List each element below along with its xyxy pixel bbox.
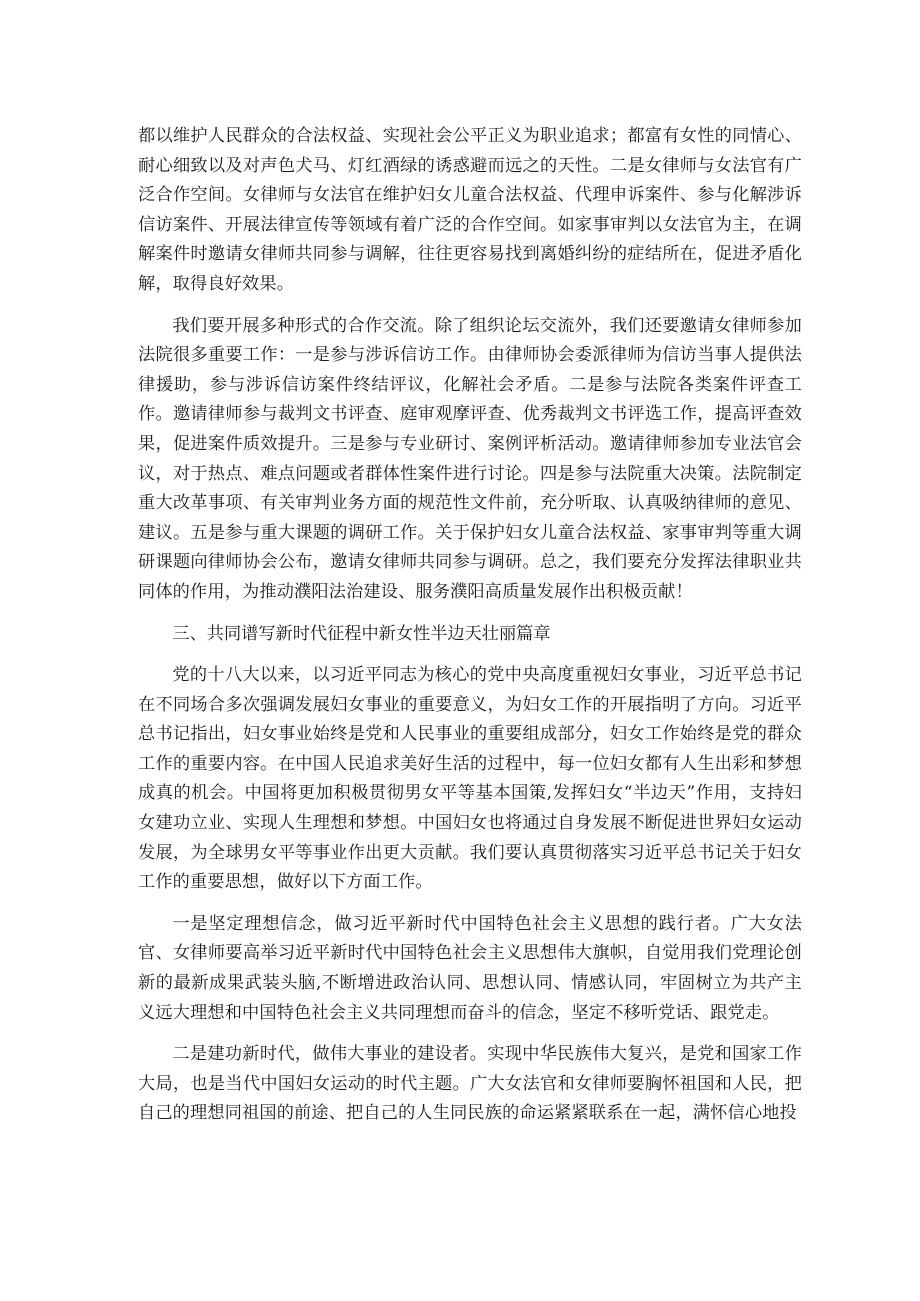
paragraph-cooperation-exchange: 我们要开展多种形式的合作交流。除了组织论坛交流外，我们还要邀请女律师参加法院很多重要工作：一是参与涉诉信访工作。由律师协会委派律师为信访当事人提供法律援助，参与涉诉信访案件终结评议，化解社会矛盾。二是参与法院各类案件评查工作。邀请律师参与裁判文书评查、庭审观摩评查、优秀裁判文书评选工作，提高评查效果，促进案件质效提升。三是参与专业研讨、案例评析活动。邀请律师参加专业法官会议，对于热点、难点问题或者群体性案件进行讨论。四是参与法院重大决策。法院制定重大改革事项、有关审判业务方面的规范性文件前，充分听取、认真吸纳律师的意见、建议。五是参与重大课题的调研工作。关于保护妇女儿童合法权益、家事审判等重大调研课题向律师协会公布，邀请女律师共同参与调研。总之，我们要充分发挥法律职业共同体的作用，为推动濮阳法治建设、服务濮阳高质量发展作出积极贡献！: [138, 315, 802, 602]
section-heading: 三、共同谱写新时代征程中新女性半边天壮丽篇章: [172, 623, 551, 644]
paragraph-new-era-builders: 二是建功新时代，做伟大事业的建设者。实现中华民族伟大复兴，是党和国家工作大局，也是当代中国妇女运动的时代主题。广大女法官和女律师要胸怀祖国和人民，把自己的理想同祖国的前途、把自己的人生同民族的命运紧紧联系在一起，满怀信心地投: [138, 1044, 802, 1124]
paragraph-ideals-belief: 一是坚定理想信念，做习近平新时代中国特色社会主义思想的践行者。广大女法官、女律师要高举习近平新时代中国特色社会主义思想伟大旗帜，自觉用我们党理论创新的最新成果武装头脑,不断增进政治认同、思想认同、情感认同，牢固树立为共产主义远大理想和中国特色社会主义共同理想而奋斗的信念，坚定不移听党话、跟党走。: [138, 913, 802, 1023]
paragraph-rights-and-cooperation: 都以维护人民群众的合法权益、实现社会公平正义为职业追求；都富有女性的同情心、耐心细致以及对声色犬马、灯红酒绿的诱惑避而远之的天性。二是女律师与女法官有广泛合作空间。女律师与女法官在维护妇女儿童合法权益、代理申诉案件、参与化解涉诉信访案件、开展法律宣传等领域有着广泛的合作空间。如家事审判以女法官为主，在调解案件时邀请女律师共同参与调解，往往更容易找到离婚纠纷的症结所在，促进矛盾化解，取得良好效果。: [138, 126, 802, 294]
paragraph-party-congress: 党的十八大以来，以习近平同志为核心的党中央高度重视妇女事业，习近平总书记在不同场合多次强调发展妇女事业的重要意义，为妇女工作的开展指明了方向。习近平总书记指出，妇女事业始终是党和人民事业的重要组成部分，妇女工作始终是党的群众工作的重要内容。在中国人民追求美好生活的过程中，每一位妇女都有人生出彩和梦想成真的机会。中国将更加积极贯彻男女平等基本国策,发挥妇女“半边天”作用，支持妇女建功立业、实现人生理想和梦想。中国妇女也将通过自身发展不断促进世界妇女运动发展，为全球男女平等事业作出更大贡献。我们要认真贯彻落实习近平总书记关于妇女工作的重要思想，做好以下方面工作。: [138, 665, 802, 893]
document-page: [138, 122, 802, 1141]
